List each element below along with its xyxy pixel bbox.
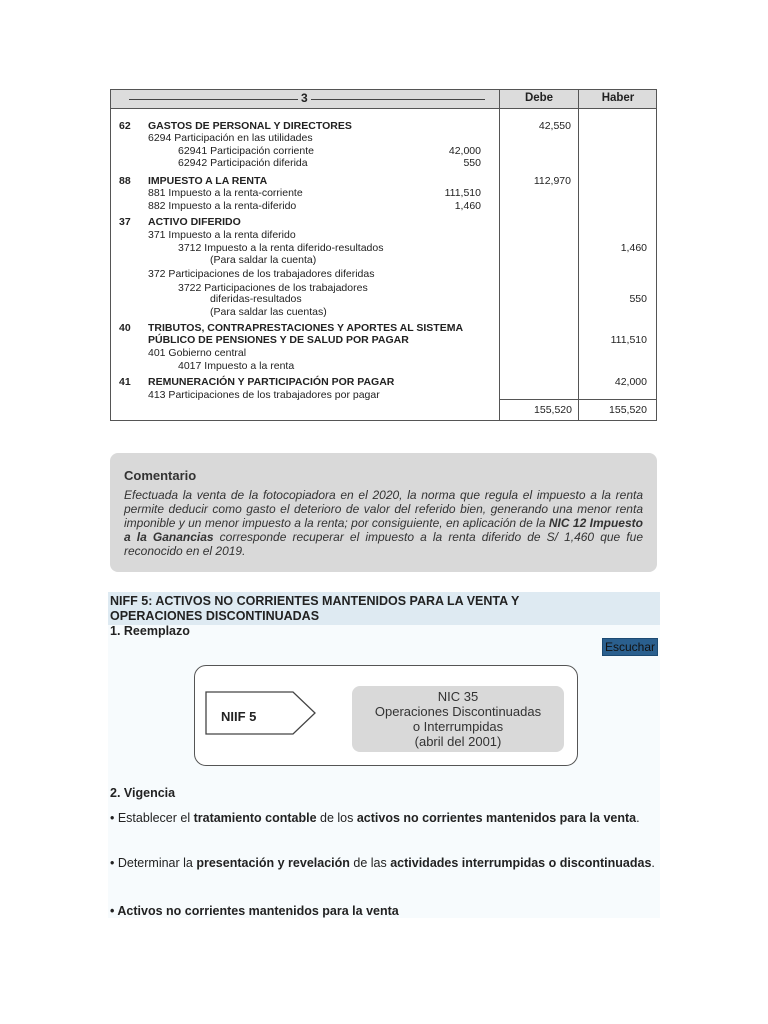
- account-code: 62: [119, 120, 131, 132]
- ledger-line: 62942 Participación diferida: [178, 157, 308, 169]
- ledger-line: (Para saldar la cuenta): [210, 254, 317, 266]
- ledger-line: 882 Impuesto a la renta-diferido: [148, 200, 297, 212]
- comment-text: Efectuada la venta de la fotocopiadora en el 2020, la norma que regula el impuesto a la renta permite deducir como gasto el deterioro de valor del referido bien, generando una menor renta imponible y un menor impuesto a la renta; por consiguiente, en aplicación de la NIC 12 Impuesto a la Ganancias corresponde recuperar el impuesto a la renta diferido de S/ 1,460 que fue reconocido en el 2019.: [124, 488, 643, 558]
- col-divider: [578, 90, 579, 420]
- debe-header: Debe: [524, 92, 554, 104]
- ledger-line: 6294 Participación en las utilidades: [148, 132, 313, 144]
- ledger-line: 372 Participaciones de los trabajadores diferidas: [148, 268, 375, 280]
- account-code: 41: [119, 376, 131, 388]
- ledger-line: (Para saldar las cuentas): [210, 306, 327, 318]
- line-amount: 42,000: [448, 145, 481, 157]
- account-title: GASTOS DE PERSONAL Y DIRECTORES: [148, 120, 352, 132]
- replacement-diagram: [194, 665, 578, 766]
- ledger-line: 401 Gobierno central: [148, 347, 247, 359]
- ledger-line: 3712 Impuesto a la renta diferido-resultados: [178, 242, 384, 254]
- account-code: 40: [119, 322, 131, 334]
- account-title-cont: PÚBLICO DE PENSIONES Y DE SALUD POR PAGAR: [148, 334, 409, 346]
- ledger-line: 3722 Participaciones de los trabajadores: [178, 282, 368, 294]
- debe-amount: 42,550: [538, 120, 571, 132]
- haber-amount: 111,510: [610, 334, 647, 346]
- ledger-header: [111, 90, 656, 109]
- ledger-table: [110, 89, 657, 421]
- entry-number: 3: [298, 91, 311, 105]
- haber-amount: 550: [629, 293, 647, 305]
- line-amount: 1,460: [454, 200, 481, 212]
- debe-amount: 112,970: [533, 175, 571, 187]
- subheading-vigencia: 2. Vigencia: [110, 786, 176, 800]
- line-amount: 111,510: [444, 187, 481, 199]
- account-title: TRIBUTOS, CONTRAPRESTACIONES Y APORTES AL SISTEMA: [148, 322, 464, 334]
- ledger-line: 4017 Impuesto a la renta: [178, 360, 295, 372]
- account-code: 37: [119, 216, 131, 228]
- section-title: NIFF 5: ACTIVOS NO CORRIENTES MANTENIDOS PARA LA VENTA Y OPERACIONES DISCONTINUADAS: [108, 592, 660, 625]
- ledger-line: 413 Participaciones de los trabajadores por pagar: [148, 389, 380, 401]
- haber-amount: 42,000: [614, 376, 647, 388]
- bullet-activos: • Activos no corrientes mantenidos para la venta: [110, 904, 399, 918]
- totals-rule: [499, 399, 657, 400]
- total-debe: 155,520: [534, 404, 572, 416]
- haber-header: Haber: [601, 92, 635, 104]
- ledger-line: 62941 Participación corriente: [178, 145, 314, 157]
- account-code: 88: [119, 175, 131, 187]
- ledger-line: 371 Impuesto a la renta diferido: [148, 229, 296, 241]
- col-divider: [499, 90, 500, 420]
- ledger-line: 881 Impuesto a la renta-corriente: [148, 187, 303, 199]
- haber-amount: 1,460: [620, 242, 647, 254]
- account-title: ACTIVO DIFERIDO: [148, 216, 241, 228]
- niif5-section: [108, 592, 660, 918]
- bullet-determinar: • Determinar la presentación y revelación de las actividades interrumpidas o discontinuadas.: [110, 856, 655, 870]
- comment-title: Comentario: [124, 468, 197, 483]
- nic35-box: NIC 35 Operaciones Discontinuadas o Interrumpidas (abril del 2001): [352, 686, 564, 752]
- total-haber: 155,520: [609, 404, 647, 416]
- ledger-line: diferidas-resultados: [210, 293, 302, 305]
- listen-button[interactable]: Escuchar: [602, 638, 658, 656]
- line-amount: 550: [463, 157, 481, 169]
- comment-box: [110, 453, 657, 572]
- bullet-establecer: • Establecer el tratamiento contable de los activos no corrientes mantenidos para la venta.: [110, 811, 640, 825]
- subheading-reemplazo: 1. Reemplazo: [110, 624, 190, 638]
- niif5-label: NIIF 5: [221, 709, 257, 724]
- account-title: REMUNERACIÓN Y PARTICIPACIÓN POR PAGAR: [148, 376, 395, 388]
- account-title: IMPUESTO A LA RENTA: [148, 175, 268, 187]
